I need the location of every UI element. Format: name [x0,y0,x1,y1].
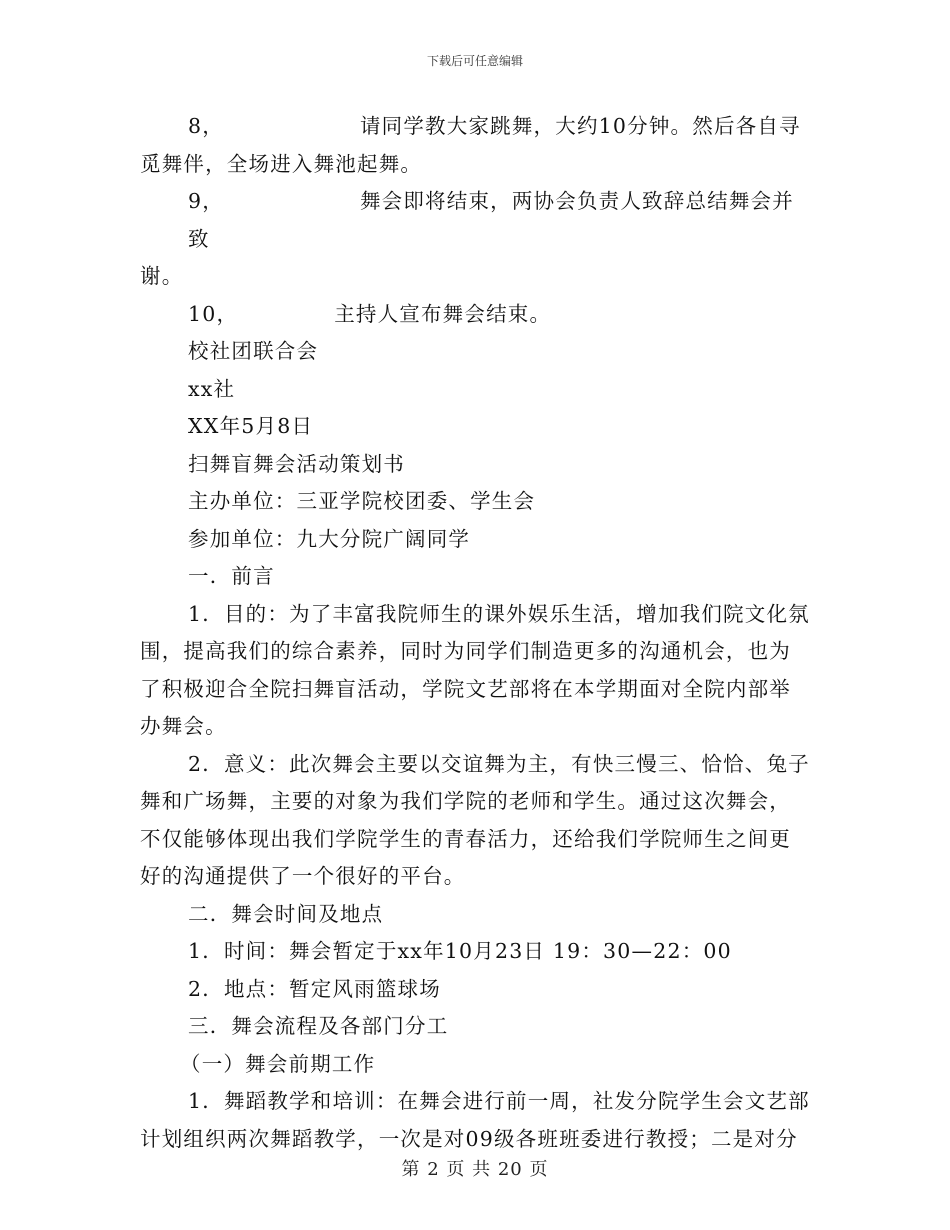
item-time: 1．时间：舞会暂定于xx年10月23日 19：30—22：00 [188,939,732,963]
subsection-heading-pre-work: （一）舞会前期工作 [180,1051,376,1076]
host-unit: 主办单位：三亚学院校团委、学生会 [188,489,536,513]
item-place: 2．地点：暂定风雨篮球场 [188,976,441,1001]
step-9 [140,183,812,258]
page-header: 下载后可任意编辑 [426,54,523,68]
section-heading-time-place: 二．舞会时间及地点 [188,901,384,926]
step-8-continued: 觅舞伴，全场进入舞池起舞。 [140,151,423,176]
step-9-continued: 谢。 [140,264,184,288]
step-8 [140,108,812,146]
step-text: 舞会即将结束，两协会负责人致辞总结舞会并致 [188,189,794,251]
section-heading-process: 三．舞会流程及各部门分工 [188,1014,449,1038]
step-text: 主持人宣布舞会结束。 [334,301,552,326]
paragraph-training: 1．舞蹈教学和培训：在舞会进行前一周，社发分院学生会文艺部计划组织两次舞蹈教学，一次是对09级各班班委进行教授；二是对分 [140,1089,810,1151]
step-number: 8， [188,114,224,138]
signature-org: 校社团联合会 [188,339,319,363]
participant-unit: 参加单位：九大分院广阔同学 [188,526,471,551]
step-number: 10， [188,301,239,326]
plan-title: 扫舞盲舞会活动策划书 [188,451,405,476]
document-body [140,108,812,1158]
step-10 [140,296,812,334]
paragraph-meaning: 2．意义：此次舞会主要以交谊舞为主，有快三慢三、恰恰、兔子舞和广场舞，主要的对象为我们学院的老师和学生。通过这次舞会，不仅能够体现出我们学院学生的青春活力，还给我们学院师生之间更好的沟通提供了一个很好的平台。 [140,751,810,888]
step-number: 9， [188,189,224,213]
section-heading-preface: 一．前言 [188,564,275,588]
paragraph-purpose: 1．目的：为了丰富我院师生的课外娱乐生活，增加我们院文化氛围，提高我们的综合素养，同时为同学们制造更多的沟通机会，也为了积极迎合全院扫舞盲活动，学院文艺部将在本学期面对全院内部举办舞会。 [140,601,810,738]
step-text: 请同学教大家跳舞，大约10分钟。然后各自寻 [359,114,801,138]
signature-club: xx社 [188,376,236,401]
page-footer: 第 2 页 共 20 页 [401,1159,549,1180]
signature-date: XX年5月8日 [188,414,314,438]
